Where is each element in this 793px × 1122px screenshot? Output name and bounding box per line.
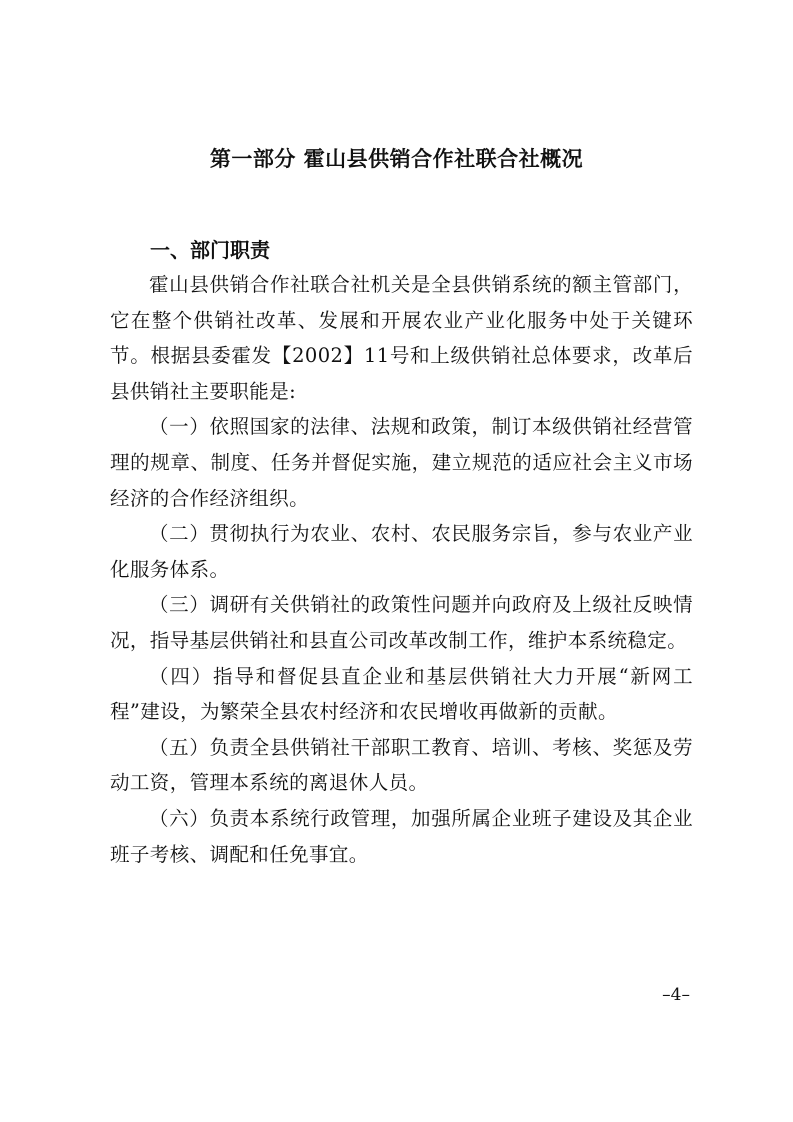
paragraph-intro: 霍山县供销合作社联合社机关是全县供销系统的额主管部门，它在整个供销社改革、发展和开展农业产业化服务中处于关键环节。根据县委霍发【2002】11号和上级供销社总体要求，改革后县供销社主要职能是: bbox=[110, 273, 693, 403]
page-number: –4– bbox=[662, 985, 690, 1005]
paragraph-item-3: （三）调研有关供销社的政策性问题并向政府及上级社反映情况，指导基层供销社和县直公司改革改制工作，维护本系统稳定。 bbox=[110, 593, 693, 652]
paragraph-item-6: （六）负责本系统行政管理，加强所属企业班子建设及其企业班子考核、调配和任免事宜。 bbox=[110, 806, 693, 866]
section-heading: 一、部门职责 bbox=[150, 238, 270, 262]
paragraph-item-1: （一）依照国家的法律、法规和政策，制订本级供销社经营管理的规章、制度、任务并督促实施，建立规范的适应社会主义市场经济的合作经济组织。 bbox=[110, 415, 693, 510]
paragraph-item-5: （五）负责全县供销社干部职工教育、培训、考核、奖惩及劳动工资，管理本系统的离退休人员。 bbox=[110, 735, 693, 795]
body-text bbox=[110, 267, 693, 872]
paragraph-item-4: （四）指导和督促县直企业和基层供销社大力开展“新网工程”建设，为繁荣全县农村经济和农民增收再做新的贡献。 bbox=[110, 664, 693, 724]
paragraph-item-2: （二）贯彻执行为农业、农村、农民服务宗旨，参与农业产业化服务体系。 bbox=[110, 522, 693, 581]
page-title: 第一部分 霍山县供销合作社联合社概况 bbox=[209, 147, 584, 171]
